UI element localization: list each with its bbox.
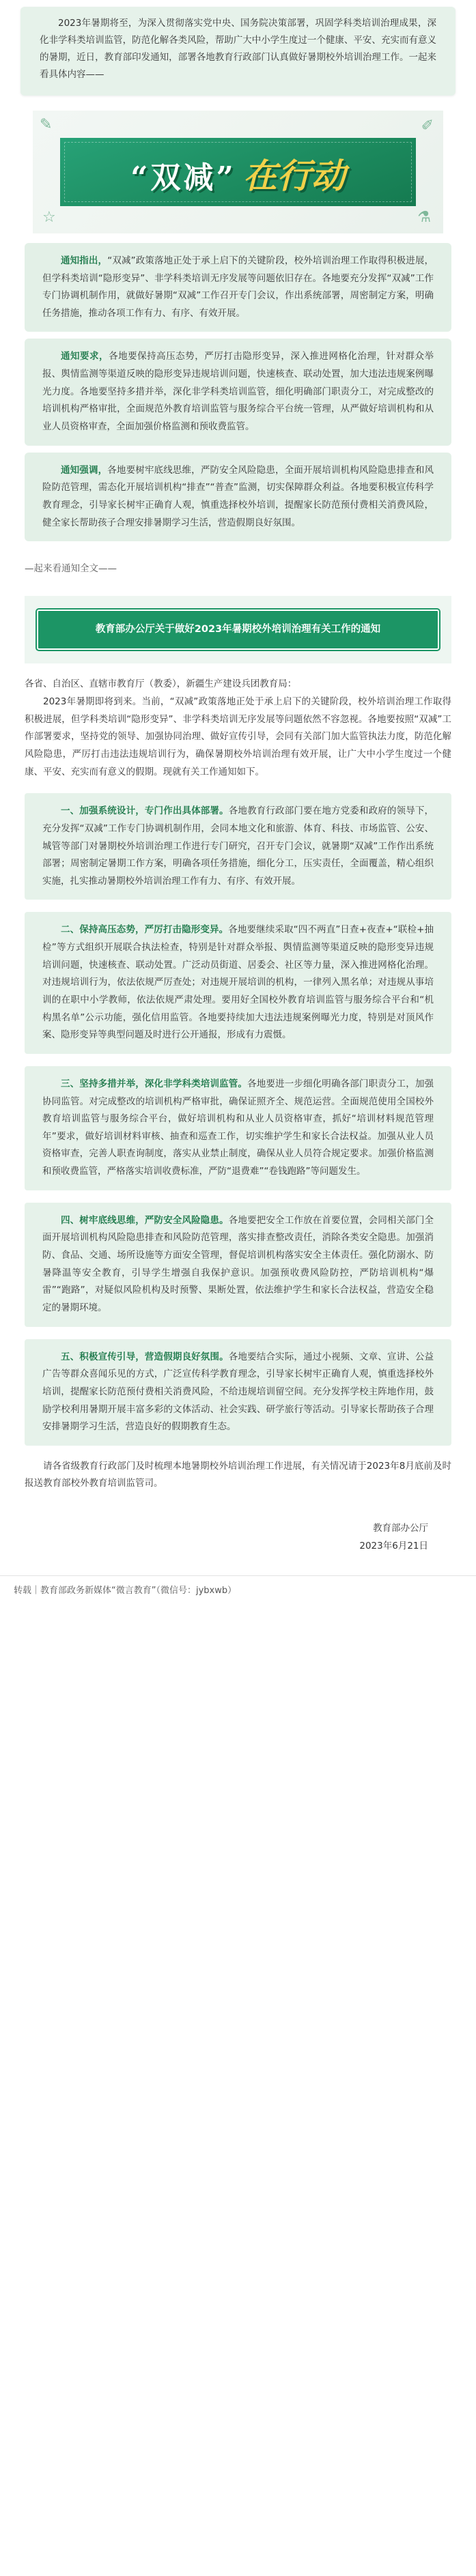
summary-text: 各地要树牢底线思维，严防安全风险隐患，全面开展培训机构风险隐患排查和风险防范管理，需态化开展培训机构“排查”“普查”监测，切实保障群众利益。各地要积极宣传科学教育理念，引导家长树牢正确育人观，慎重选择校外培训，提醒家长防范预付费相关消费风险，健全家长帮助孩子合理安排暑期学习生活，营造假期良好氛围。 — [42, 464, 434, 528]
book-icon: ✐ — [421, 117, 434, 134]
notice-title-card — [25, 596, 451, 664]
summary-text: 各地要保持高压态势，严厉打击隐形变异，深入推进网格化治理，针对群众举报、舆情监测等渠道反映的隐形变异违规培训问题，快速核查、联动处置，加大违法违规案例曝光力度。各地要坚持多措并举，深化非学科类培训监管，细化明确部门职责分工，对完成整改的培训机构严格审批，全面规范外教育培训监管与服务综合平台统一管理，从严做好培训机构和从业人员资格审查，全面加强价格监测和预收费监管。 — [42, 351, 434, 432]
summary-block — [25, 339, 451, 445]
closing-text: 请各省级教育行政部门及时梳理本地暑期校外培训治理工作进展，有关情况请于2023年8月底前及时报送教育部校外教育培训监管司。 — [25, 1460, 451, 1489]
section-heading: 一、加强系统设计，专门作出具体部署。 — [61, 805, 229, 817]
section-text: 各地要把安全工作放在首要位置，会同相关部门全面开展培训机构风险隐患排查和风险防范管理，落实排查整改责任，消除各类安全隐患。加强消防、食品、交通、场所设施等方面安全管理，督促培训机构落实安全主体责任。强化防溺水、防暑降温等安全教育，引导学生增强自我保护意识。加强预收费风险防控，严防培训机构“爆雷”“跑路”，对疑似风险机构及时预警、果断处置，依法维护学生和家长合法权益，营造安全稳定的暑期环境。 — [42, 1214, 434, 1313]
notice-section — [25, 793, 451, 900]
section-text: 各地要继续采取“四不两直”日查+夜查+“联检+抽检”等方式组织开展联合执法检查，特别是针对群众举报、舆情监测等渠道反映的隐形变异违规培训问题，快速核查、联动处置。广泛动员街道、居委会、社区等力量，深入推进网格化治理。对违规培训行为，依法依规严厉查处；对违规开展培训的机构，一律列入黑名单；对违规从事培训的在职中小学教师，依法依规严肃处理。要用好全国校外教育培训监管与服务综合平台和“机构黑名单”公示功能，强化信用监管。各地要持续加大违法违规案例曝光力度，特别是对顶风作案、隐形变异等典型问题及时进行公开通报，形成有力震慑。 — [42, 924, 434, 1041]
notice-body — [25, 676, 451, 1445]
section-heading: 二、保持高压态势，严厉打击隐形变异。 — [61, 924, 229, 936]
signature-date: 2023年6月21日 — [359, 1540, 428, 1551]
summary-lead: 通知强调， — [61, 464, 108, 476]
notice-section — [25, 912, 451, 1053]
closing — [25, 1458, 451, 1493]
notice-section — [25, 1339, 451, 1446]
salutation: 各省、自治区、直辖市教育厅（教委），新疆生产建设兵团教育局： — [25, 678, 297, 690]
summary-section — [25, 243, 451, 541]
summary-lead: 通知要求， — [61, 351, 109, 362]
section-heading: 四、树牢底线思维，严防安全风险隐患。 — [61, 1214, 229, 1226]
summary-text: “双减”政策落地正处于承上启下的关键阶段，校外培训治理工作取得积极进展，但学科类培训“隐形变异”、非学科类培训无序发展等问题依旧存在。各地要充分发挥“双减”工作专门协调机制作用，就做好暑期“双减”工作召开专门会议，作出系统部署，周密制定方案，明确任务措施，推动各项工作有力、有序、有效开展。 — [42, 255, 434, 319]
read-full-text-link: —起来看通知全文—— — [25, 563, 117, 575]
section-text: 各地要进一步细化明确各部门职责分工，加强协同监管。对完成整改的培训机构严格审批，确保证照齐全、规范运营。全面规范使用全国校外教育培训监管与服务综合平台，做好培训机构和从业人员资格审查，抓好“培训材料规范管理年”要求，做好培训材料审核、抽查和巡查工作，切实维护学生和家长合法权益。加强从业人员资格审查，完善人职查询制度，落实从业禁止制度，确保从业人员符合规定要求。加强价格监测和预收费监管，严格落实培训收费标准，严防“退费难”“卷钱跑路”等问题发生。 — [42, 1078, 434, 1177]
signature — [0, 1520, 428, 1555]
intro-text: 2023年暑期将至，为深入贯彻落实党中央、国务院决策部署，巩固学科类培训治理成果，深化非学科类培训监管，防范化解各类风险，帮助广大中小学生度过一个健康、平安、充实而有意义的暑期，近日，教育部印发通知，部署各地教育行政部门认真做好暑期校外培训治理工作。一起来看具体内容—— — [40, 18, 436, 80]
summary-lead: 通知指出， — [61, 255, 108, 266]
flask-icon: ⚗ — [417, 208, 431, 226]
summary-block — [25, 453, 451, 542]
notice-title: 教育部办公厅关于做好2023年暑期校外培训治理有关工作的通知 — [37, 610, 439, 650]
intro-card — [20, 7, 456, 96]
repost-source: 转载｜教育部政务新媒体“微言教育”（微信号：jybxwb） — [0, 1575, 476, 1609]
star-icon: ☆ — [42, 208, 56, 226]
banner-quote: “双减” — [130, 160, 236, 195]
lightbulb-icon: ✎ — [40, 115, 53, 133]
banner-action: 在行动 — [242, 155, 346, 196]
banner-image — [33, 111, 443, 233]
notice-paragraph: 2023年暑期即将到来。当前，“双减”政策落地正处于承上启下的关键阶段，校外培训治理工作取得积极进展，但学科类培训“隐形变异”、非学科类培训无序发展等问题依然不容忽视。各地要按照“双减”工作部署要求，坚持党的领导、加强协同治理、做好宣传引导，会同有关部门加大监管执法力度，防范化解风险隐患，严厉打击违法违规培训行为，确保暑期校外培训治理有效开展，让广大中小学生度过一个健康、平安、充实而有意义的假期。现就有关工作通知如下。 — [25, 696, 451, 777]
section-text: 各地要结合实际，通过小视频、文章、宣讲、公益广告等群众喜闻乐见的方式，广泛宣传科学教育理念，引导家长树牢正确育人观，慎重选择校外培训，提醒家长防范预付费相关消费风险，不给违规培训留空间。充分发挥学校主阵地作用，鼓励学校利用暑期开展丰富多彩的文体活动、社会实践、研学旅行等活动。引导家长帮助孩子合理安排暑期学习生活，营造良好的假期教育生态。 — [42, 1351, 434, 1433]
section-heading: 三、坚持多措并举，深化非学科类培训监管。 — [61, 1078, 248, 1089]
notice-section — [25, 1203, 451, 1327]
banner-title — [33, 143, 443, 208]
signature-org: 教育部办公厅 — [373, 1523, 428, 1534]
notice-section — [25, 1066, 451, 1190]
summary-block — [25, 243, 451, 332]
section-text: 各地教育行政部门要在地方党委和政府的领导下，充分发挥“双减”工作专门协调机制作用，会同本地文化和旅游、体育、科技、市场监管、公安、城管等部门对暑期校外培训治理工作进行专门研究，召开专门会议，就暑期“双减”工作作出系统部署；周密制定暑期工作方案，明确各项任务措施，细化分工，压实责任，全面覆盖，精心组织实施，扎实推动暑期校外培训治理工作有力、有序、有效开展。 — [42, 805, 434, 887]
section-heading: 五、积极宣传引导，营造假期良好氛围。 — [61, 1351, 229, 1362]
